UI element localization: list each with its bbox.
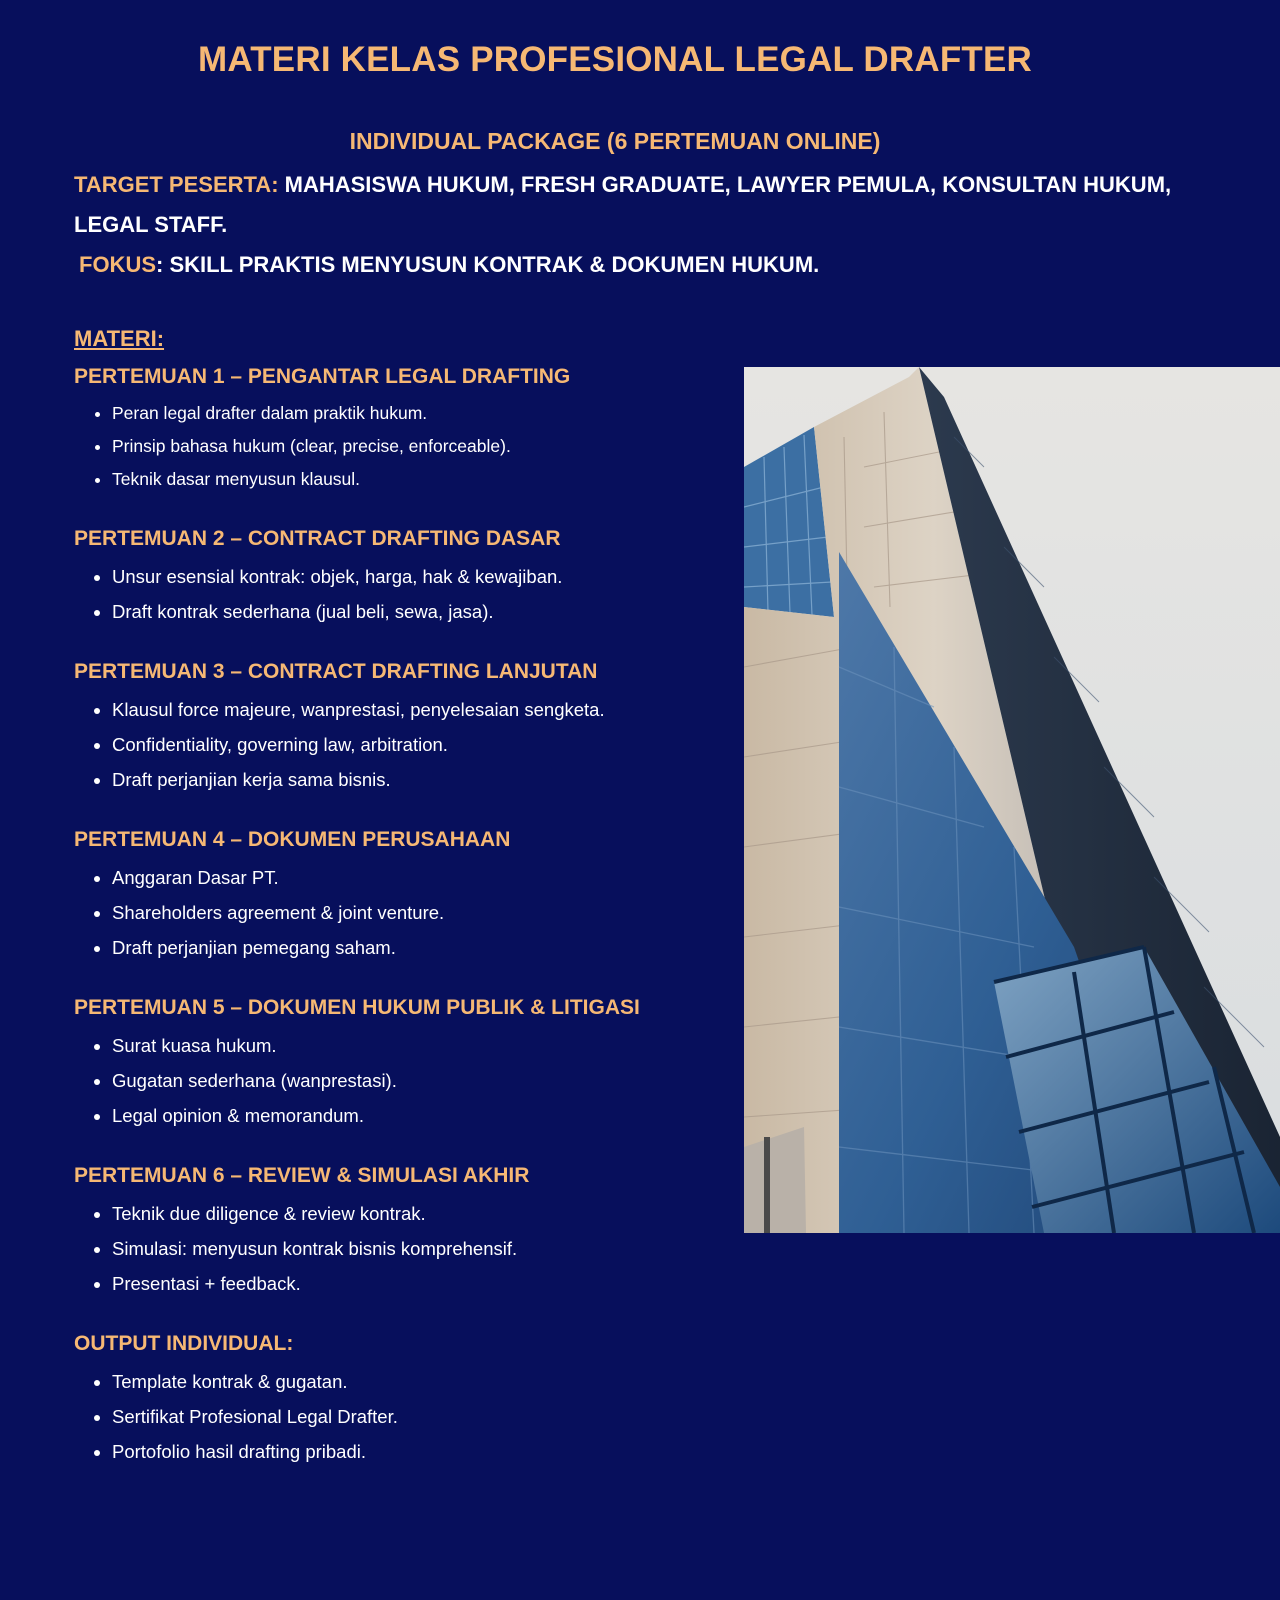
session-title: PERTEMUAN 2 – CONTRACT DRAFTING DASAR <box>74 527 561 550</box>
session-3 <box>74 659 734 797</box>
list-item: • Template kontrak & gugatan. <box>112 1364 734 1399</box>
page-title: MATERI KELAS PROFESIONAL LEGAL DRAFTER <box>197 40 1032 79</box>
list-item: • Unsur esensial kontrak: objek, harga, hak & kewajiban. <box>112 559 734 594</box>
package-subtitle: INDIVIDUAL PACKAGE (6 PERTEMUAN ONLINE) <box>349 128 881 154</box>
output-section <box>74 1331 734 1469</box>
building-photo <box>744 367 1280 1233</box>
list-item: • Gugatan sederhana (wanprestasi). <box>112 1063 734 1098</box>
fokus-value: : SKILL PRAKTIS MENYUSUN KONTRAK & DOKUMEN HUKUM. <box>156 252 820 277</box>
session-points <box>74 1196 734 1301</box>
list-item: • Legal opinion & memorandum. <box>112 1098 734 1133</box>
session-title: PERTEMUAN 3 – CONTRACT DRAFTING LANJUTAN <box>74 660 598 683</box>
list-item: • Confidentiality, governing law, arbitration. <box>112 727 734 762</box>
list-item: • Shareholders agreement & joint venture. <box>112 895 734 930</box>
list-item: • Anggaran Dasar PT. <box>112 860 734 895</box>
target-label: TARGET PESERTA: <box>74 172 279 197</box>
list-item: • Sertifikat Profesional Legal Drafter. <box>112 1399 734 1434</box>
list-item: • Portofolio hasil drafting pribadi. <box>112 1434 734 1469</box>
session-4 <box>74 827 734 965</box>
list-item: • Draft kontrak sederhana (jual beli, sewa, jasa). <box>112 594 734 629</box>
session-points <box>74 860 734 965</box>
list-item: • Prinsip bahasa hukum (clear, precise, enforceable). <box>112 430 734 463</box>
list-item: • Teknik dasar menyusun klausul. <box>112 463 734 496</box>
materi-heading: MATERI: <box>74 326 165 351</box>
materi-content <box>74 364 734 1499</box>
session-5 <box>74 995 734 1133</box>
session-title: PERTEMUAN 4 – DOKUMEN PERUSAHAAN <box>74 828 511 851</box>
list-item: • Klausul force majeure, wanprestasi, penyelesaian sengketa. <box>112 692 734 727</box>
list-item: • Draft perjanjian pemegang saham. <box>112 930 734 965</box>
lamp-post <box>764 1137 770 1233</box>
session-6 <box>74 1163 734 1301</box>
building-illustration <box>744 367 1280 1233</box>
session-2 <box>74 526 734 629</box>
output-points <box>74 1364 734 1469</box>
session-points <box>74 692 734 797</box>
list-item: • Surat kuasa hukum. <box>112 1028 734 1063</box>
list-item: • Presentasi + feedback. <box>112 1266 734 1301</box>
session-points <box>74 559 734 629</box>
fokus <box>79 245 1219 285</box>
list-item: • Peran legal drafter dalam praktik hukum. <box>112 397 734 430</box>
session-title: PERTEMUAN 6 – REVIEW & SIMULASI AKHIR <box>74 1164 530 1187</box>
session-points <box>74 397 734 496</box>
session-title: PERTEMUAN 5 – DOKUMEN HUKUM PUBLIK & LITIGASI <box>74 996 640 1019</box>
target-peserta <box>74 165 1214 245</box>
list-item: • Simulasi: menyusun kontrak bisnis komprehensif. <box>112 1231 734 1266</box>
session-points <box>74 1028 734 1133</box>
fokus-label: FOKUS <box>79 252 156 277</box>
list-item: • Teknik due diligence & review kontrak. <box>112 1196 734 1231</box>
session-title: PERTEMUAN 1 – PENGANTAR LEGAL DRAFTING <box>74 365 571 388</box>
target-value: MAHASISWA HUKUM, FRESH GRADUATE, LAWYER PEMULA, KONSULTAN HUKUM, LEGAL STAFF. <box>74 172 1172 237</box>
output-title: OUTPUT INDIVIDUAL: <box>74 1332 294 1355</box>
session-1 <box>74 364 734 496</box>
list-item: • Draft perjanjian kerja sama bisnis. <box>112 762 734 797</box>
